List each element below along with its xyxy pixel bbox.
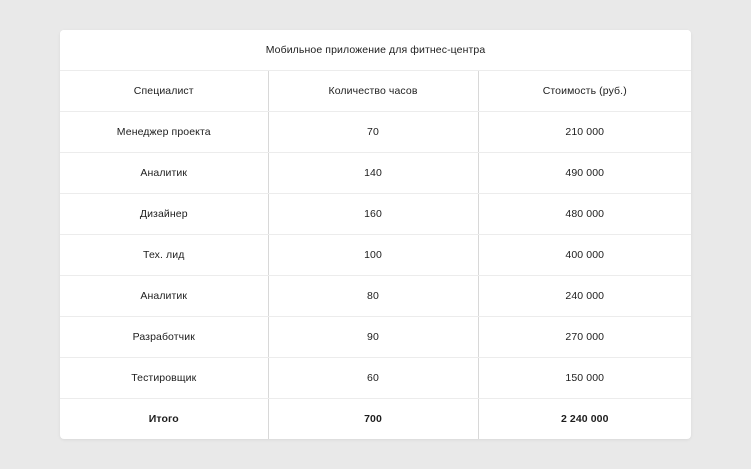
cell-cost: 480 000 (478, 194, 691, 235)
table-row (60, 153, 691, 194)
table-body (60, 112, 691, 440)
column-header-cost: Стоимость (руб.) (478, 71, 691, 112)
table-row (60, 194, 691, 235)
cell-role: Тестировщик (60, 358, 268, 399)
cell-cost: 240 000 (478, 276, 691, 317)
cell-cost: 400 000 (478, 235, 691, 276)
cell-hours: 140 (268, 153, 478, 194)
cell-hours: 100 (268, 235, 478, 276)
table-row (60, 276, 691, 317)
cell-total-hours: 700 (268, 399, 478, 440)
page-title: Мобильное приложение для фитнес-центра (60, 30, 691, 71)
column-header-hours: Количество часов (268, 71, 478, 112)
table-row (60, 112, 691, 153)
cell-cost: 210 000 (478, 112, 691, 153)
table-header (60, 71, 691, 112)
table-row (60, 317, 691, 358)
cell-total-label: Итого (148, 413, 179, 425)
cell-hours: 160 (268, 194, 478, 235)
cell-role: Дизайнер (60, 194, 268, 235)
cell-role: Аналитик (60, 153, 268, 194)
cell-total-cost: 2 240 000 (478, 399, 691, 440)
cell-hours: 60 (268, 358, 478, 399)
table-row (60, 358, 691, 399)
table-total-row (60, 399, 691, 440)
cell-role: Менеджер проекта (60, 112, 268, 153)
cell-cost: 270 000 (478, 317, 691, 358)
cell-cost: 150 000 (478, 358, 691, 399)
cell-hours: 70 (268, 112, 478, 153)
table-header-row (60, 71, 691, 112)
cost-table (60, 71, 691, 439)
cell-hours: 90 (268, 317, 478, 358)
cost-estimate-card (60, 30, 691, 439)
cell-role: Тех. лид (60, 235, 268, 276)
cell-role: Аналитик (60, 276, 268, 317)
cell-hours: 80 (268, 276, 478, 317)
cell-cost: 490 000 (478, 153, 691, 194)
table-row (60, 235, 691, 276)
cell-role: Разработчик (60, 317, 268, 358)
column-header-role: Специалист (60, 71, 268, 112)
